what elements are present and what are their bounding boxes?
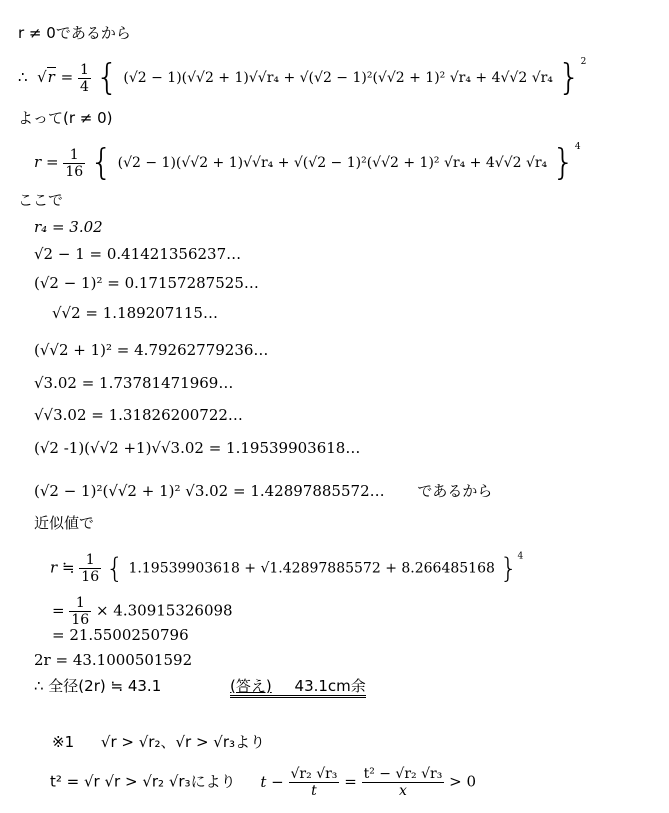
fraction-one-quarter: $\frac{1}{4}$ — [79, 61, 89, 95]
line-here: ここで — [18, 191, 64, 209]
value-r4: r₄ = 3.02 — [34, 218, 103, 236]
value-sqrt2-minus-1-squared: (√2 − 1)² = 0.17157287525… — [34, 274, 259, 292]
line-approximation: 近似値で — [34, 514, 95, 532]
value-squared-product-term: (√2 − 1)²(√√2 + 1)² √3.02 = 1.42897885572… であるから — [34, 482, 493, 500]
approx-expression: 1.19539903618 + √1.42897885572 + 8.266485168 — [128, 560, 495, 577]
two-r-value: 2r = 43.1000501592 — [34, 651, 193, 669]
answer-box — [230, 679, 366, 698]
line-r-nonzero: r ≠ 0であるから — [18, 24, 131, 42]
value-sqrt2-minus-1: √2 − 1 = 0.41421356237… — [34, 245, 242, 263]
sqrt-r-term: r — [47, 68, 55, 86]
equation-r: r = $\frac{1}{16}$ { (√2 − 1)(√√2 + 1)√√r₄ + √(√2 − 1)²(√√2 + 1)² √r₄ + 4√√2 √r₄ }$^4$ — [34, 142, 581, 183]
answer-value: 43.1cm余 — [294, 677, 366, 695]
r-lhs: r — [34, 153, 42, 171]
answer-label: (答え) — [230, 677, 272, 695]
t-tail: > 0 — [449, 772, 477, 791]
t-squared-text: t² = √r √r > √r₂ √r₃により — [50, 772, 236, 791]
fraction-t1: $\frac{\text{√r₂ √r₃}}{t}$ — [290, 766, 338, 799]
therefore-symbol: ∴ — [18, 68, 28, 86]
approx-equation: r ≒ $\frac{1}{16}$ { 1.19539903618 + √1.42897885572 + 8.266485168 }$^4$ — [50, 551, 524, 585]
approx-equation-2: = $\frac{1}{16}$ × 4.30915326098 — [52, 595, 233, 628]
value-fourth-root-2: √√2 = 1.189207115… — [52, 304, 218, 322]
approx-result: = 21.5500250796 — [52, 626, 189, 644]
value-fourth-root-2-plus-1-squared: (√√2 + 1)² = 4.79262779236… — [34, 341, 269, 359]
note-line — [52, 735, 265, 750]
t-inequality-line: t² = √r √r > √r₂ √r₃により t − $\frac{\text{√r₂ √r₃}}{t}$ = $\frac{\text{t² − √r₂ √r₃}}{x}$ > 0 — [50, 766, 477, 799]
expression-braced: (√2 − 1)(√√2 + 1)√√r₄ + √(√2 − 1)²(√√2 + 1)² √r₄ + 4√√2 √r₄ — [123, 70, 553, 86]
fraction-one-sixteenth-approx: $\frac{1}{16}$ — [81, 552, 100, 585]
outer-exponent-2: 2 — [580, 57, 587, 67]
note-mark: ※1 — [52, 733, 75, 751]
outer-exponent-4: 4 — [574, 142, 581, 152]
line-therefore-r: よって(r ≠ 0) — [18, 109, 113, 127]
diameter-label: ∴ 全径(2r) ≒ 43.1 — [34, 677, 162, 695]
fraction-t2: $\frac{\text{t² − √r₂ √r₃}}{x}$ — [363, 766, 443, 799]
equation-sqrt-r: ∴ √r = $\frac{1}{4}$ { (√2 − 1)(√√2 + 1)√√r₄ + √(√2 − 1)²(√√2 + 1)² √r₄ + 4√√2 √r₄ }$^2$ — [18, 57, 587, 98]
fraction-one-sixteenth: $\frac{1}{16}$ — [65, 146, 84, 180]
value-fourth-root-3-02: √√3.02 = 1.31826200722… — [34, 406, 243, 424]
value-product-term: (√2 -1)(√√2 +1)√√3.02 = 1.19539903618… — [34, 439, 361, 457]
note-text: √r > √r₂、√r > √r₃より — [100, 733, 266, 751]
since-text: であるから — [417, 482, 493, 500]
diameter-line — [34, 679, 366, 698]
expression-braced-r: (√2 − 1)(√√2 + 1)√√r₄ + √(√2 − 1)²(√√2 + 1)² √r₄ + 4√√2 √r₄ — [117, 155, 548, 171]
equals-sign: = — [60, 68, 74, 86]
multiplier-value: × 4.30915326098 — [95, 601, 233, 620]
value-sqrt-3-02: √3.02 = 1.73781471969… — [34, 374, 234, 392]
